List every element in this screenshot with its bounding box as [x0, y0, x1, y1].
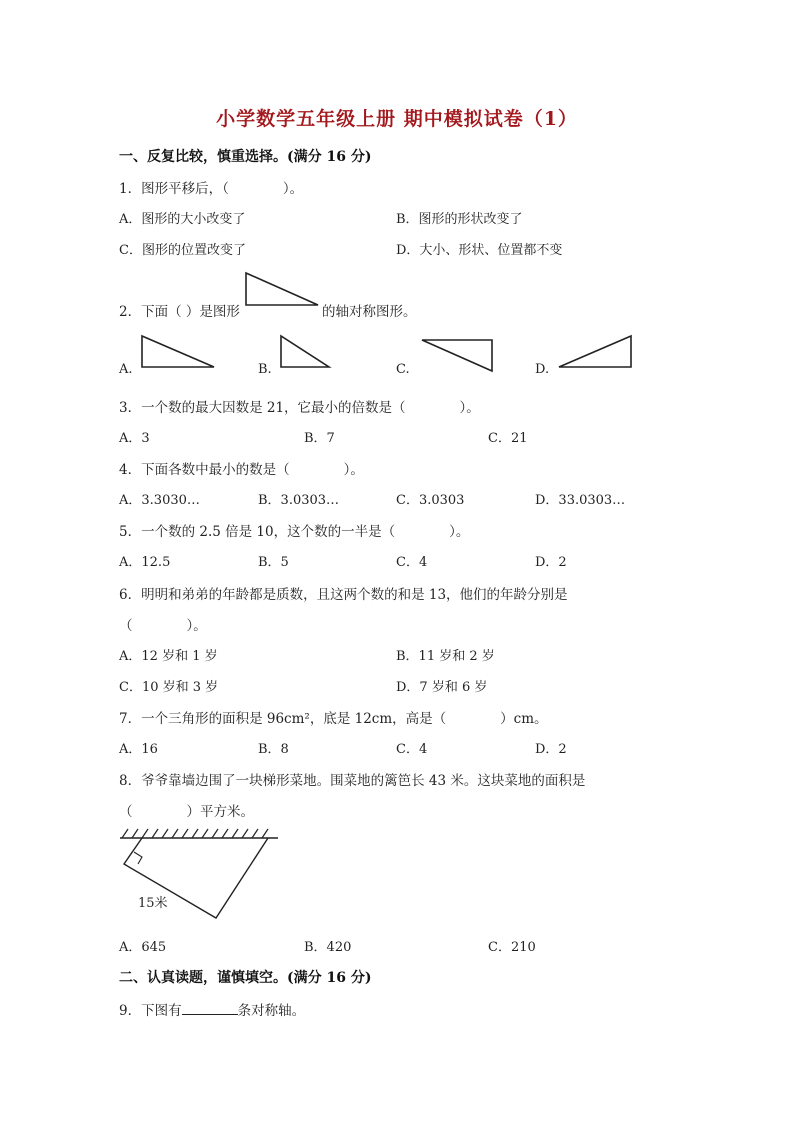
question-9-stem-before: 9．下图有 — [119, 1003, 182, 1019]
question-2-option-b-triangle — [279, 334, 331, 370]
question-8-option-c[interactable]: C．210 — [488, 940, 536, 955]
question-7-option-c[interactable]: C．4 — [396, 742, 428, 757]
question-4-option-d[interactable]: D．33.0303… — [535, 493, 626, 508]
question-1-option-a[interactable]: A．图形的大小改变了 — [119, 212, 246, 227]
question-5-option-b[interactable]: B．5 — [258, 555, 289, 570]
question-6-option-c[interactable]: C．10 岁和 3 岁 — [119, 680, 219, 695]
page-title: 小学数学五年级上册 期中模拟试卷（1） — [216, 108, 578, 130]
question-8-option-b[interactable]: B．420 — [304, 940, 352, 955]
question-7-stem: 7．一个三角形的面积是 96cm²，底是 12cm，高是（ ）cm。 — [119, 711, 548, 727]
question-1-stem: 1．图形平移后，（ ）。 — [119, 181, 304, 197]
question-3-stem: 3．一个数的最大因数是 21，它最小的倍数是（ ）。 — [119, 400, 480, 416]
question-7-option-d[interactable]: D．2 — [535, 742, 567, 757]
question-3-option-c[interactable]: C．21 — [488, 431, 528, 446]
question-9-stem-after: 条对称轴。 — [237, 1003, 306, 1019]
section-1-heading: 一、反复比较，慎重选择。(满分 16 分) — [119, 149, 372, 165]
question-8-figure-label: 15米 — [138, 896, 168, 911]
question-7-option-a[interactable]: A．16 — [119, 742, 158, 757]
question-2-option-b[interactable]: B. — [258, 362, 272, 377]
wall-hatching — [122, 829, 268, 838]
question-4-option-a[interactable]: A．3.3030… — [119, 493, 200, 508]
question-2-stem-before: 2．下面（ ）是图形 — [119, 304, 240, 320]
question-4-option-b[interactable]: B．3.0303… — [258, 493, 340, 508]
question-8-stem-line2: （ ）平方米。 — [119, 804, 254, 820]
question-3-option-b[interactable]: B．7 — [304, 431, 335, 446]
question-8-option-a[interactable]: A．645 — [119, 940, 167, 955]
question-8-stem-line1: 8．爷爷靠墙边围了一块梯形菜地。围菜地的篱笆长 43 米。这块菜地的面积是 — [119, 773, 586, 789]
section-2-heading: 二、认真读题，谨慎填空。(满分 16 分) — [119, 970, 372, 986]
question-2-reference-triangle — [244, 271, 320, 307]
question-6-option-d[interactable]: D．7 岁和 6 岁 — [396, 680, 488, 695]
question-4-stem: 4．下面各数中最小的数是（ ）。 — [119, 462, 364, 478]
question-5-stem: 5．一个数的 2.5 倍是 10，这个数的一半是（ ）。 — [119, 524, 470, 540]
question-5-option-a[interactable]: A．12.5 — [119, 555, 171, 570]
question-2-option-a-triangle — [140, 334, 216, 370]
question-1-option-d[interactable]: D．大小、形状、位置都不变 — [396, 243, 563, 258]
question-5-option-c[interactable]: C．4 — [396, 555, 428, 570]
question-6-option-a[interactable]: A．12 岁和 1 岁 — [119, 649, 218, 664]
question-6-option-b[interactable]: B．11 岁和 2 岁 — [396, 649, 495, 664]
question-2-option-d[interactable]: D. — [535, 362, 550, 377]
question-2-option-c[interactable]: C. — [396, 362, 410, 377]
question-2-stem-after: 的轴对称图形。 — [322, 304, 417, 320]
question-3-option-a[interactable]: A．3 — [119, 431, 150, 446]
question-9-stem — [119, 999, 305, 1019]
question-1-option-b[interactable]: B．图形的形状改变了 — [396, 212, 523, 227]
question-7-option-b[interactable]: B．8 — [258, 742, 289, 757]
question-4-option-c[interactable]: C．3.0303 — [396, 493, 465, 508]
question-5-option-d[interactable]: D．2 — [535, 555, 567, 570]
question-6-stem-line1: 6．明明和弟弟的年龄都是质数，且这两个数的和是 13，他们的年龄分别是 — [119, 587, 568, 603]
question-9-answer-blank[interactable] — [182, 1002, 238, 1015]
question-2-option-a[interactable]: A. — [119, 362, 133, 377]
question-2-option-d-triangle — [557, 334, 635, 370]
question-6-stem-line2: （ ）。 — [119, 618, 207, 634]
question-2-option-c-triangle — [420, 338, 496, 374]
question-1-option-c[interactable]: C．图形的位置改变了 — [119, 243, 246, 258]
